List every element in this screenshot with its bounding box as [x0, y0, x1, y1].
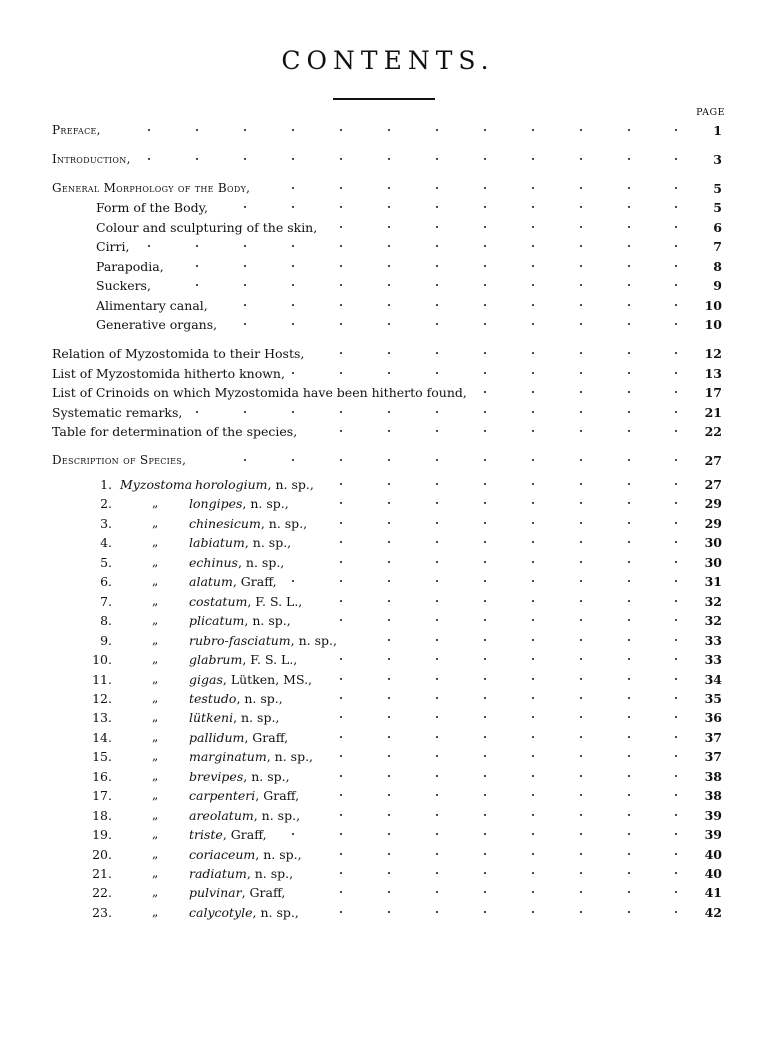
toc-entry-label: Relation of Myzostomida to their Hosts,	[52, 346, 305, 361]
species-authority: , n. sp.,	[260, 516, 308, 531]
ditto-mark: „	[152, 885, 159, 899]
species-number: 1.	[100, 477, 112, 492]
toc-entry-page: 27	[704, 453, 722, 468]
species-page: 33	[704, 652, 722, 667]
species-page: 29	[704, 496, 722, 511]
ditto-mark: „	[152, 866, 159, 880]
species-epithet: costatum	[189, 594, 248, 609]
toc-entry	[0, 345, 776, 362]
ditto-mark: „	[152, 574, 159, 588]
species-name	[189, 865, 293, 882]
species-number: 8.	[100, 613, 112, 628]
species-epithet: areolatum	[189, 808, 254, 823]
species-number: 12.	[92, 691, 112, 706]
toc-entry-page: 3	[713, 152, 722, 167]
ditto-mark: „	[152, 652, 159, 666]
ditto-mark: „	[152, 827, 159, 841]
species-epithet: echinus	[189, 555, 238, 570]
species-entry	[0, 807, 776, 824]
toc-entry-page: 12	[704, 346, 722, 361]
ditto-mark: „	[152, 788, 159, 802]
toc-entry	[0, 151, 776, 168]
species-number: 4.	[100, 535, 112, 550]
species-entry	[0, 904, 776, 921]
ditto-mark: „	[152, 749, 159, 763]
species-authority: , Graff,	[232, 574, 277, 589]
ditto-mark: „	[152, 847, 159, 861]
species-authority: , F. S. L.,	[247, 594, 303, 609]
species-number: 20.	[92, 847, 112, 862]
species-page: 29	[704, 516, 722, 531]
species-entry	[0, 515, 776, 532]
toc-entry	[0, 423, 776, 440]
species-entry	[0, 846, 776, 863]
species-authority: , n. sp.,	[233, 710, 280, 725]
species-authority: , Graff,	[244, 730, 289, 745]
species-name	[189, 787, 299, 804]
species-entry	[0, 826, 776, 843]
species-number: 16.	[92, 769, 112, 784]
species-entry	[0, 709, 776, 726]
species-number: 22.	[92, 885, 112, 900]
species-name	[189, 612, 291, 629]
ditto-mark: „	[152, 633, 159, 647]
species-page: 33	[704, 633, 722, 648]
species-name	[189, 807, 300, 824]
toc-entry	[0, 277, 776, 294]
toc-entry-page: 17	[704, 385, 722, 400]
species-page: 32	[704, 594, 722, 609]
species-name	[195, 476, 314, 493]
species-name	[189, 534, 291, 551]
toc-entry-label: Suckers,	[96, 278, 151, 293]
ditto-mark: „	[152, 496, 159, 510]
species-authority: , n. sp.,	[237, 555, 285, 570]
species-entry	[0, 534, 776, 551]
species-epithet: pulvinar	[189, 885, 242, 900]
species-page: 39	[704, 808, 722, 823]
toc-entry-page: 10	[704, 298, 722, 313]
species-name	[189, 573, 277, 590]
species-epithet: coriaceum	[189, 847, 256, 862]
species-entry	[0, 593, 776, 610]
species-page: 38	[704, 788, 722, 803]
species-entry	[0, 865, 776, 882]
toc-entry-label: Parapodia,	[96, 259, 164, 274]
toc-entry-label: Preface,	[52, 123, 101, 137]
species-entry	[0, 495, 776, 512]
species-page: 37	[704, 749, 722, 764]
toc-entry	[0, 238, 776, 255]
species-authority: , n. sp.,	[244, 613, 291, 628]
species-number: 9.	[100, 633, 112, 648]
species-name	[189, 884, 285, 901]
species-epithet: gigas	[189, 672, 223, 687]
species-number: 10.	[92, 652, 112, 667]
species-entry	[0, 476, 776, 493]
species-page: 40	[704, 847, 722, 862]
species-name	[189, 904, 299, 921]
species-name	[189, 495, 289, 512]
species-page: 41	[704, 885, 722, 900]
toc-entry	[0, 219, 776, 236]
species-authority: , n. sp.,	[244, 535, 292, 550]
toc-entry-page: 6	[713, 220, 722, 235]
species-epithet: lütkeni	[189, 710, 234, 725]
genus-name: Myzostoma	[120, 477, 193, 492]
species-epithet: alatum	[189, 574, 233, 589]
species-number: 6.	[100, 574, 112, 589]
species-number: 21.	[92, 866, 112, 881]
species-authority: , n. sp.,	[246, 866, 294, 881]
species-entry	[0, 612, 776, 629]
toc-entry	[0, 384, 776, 401]
species-number: 23.	[92, 905, 112, 920]
toc-entry-page: 13	[704, 366, 722, 381]
species-authority: , n. sp.,	[253, 808, 301, 823]
species-page: 36	[704, 710, 722, 725]
species-name	[189, 593, 302, 610]
species-name	[189, 554, 284, 571]
toc-entry-label: List of Myzostomida hitherto known,	[52, 366, 285, 381]
species-name	[189, 709, 279, 726]
toc-entry	[0, 365, 776, 382]
toc-entry-label: List of Crinoids on which Myzostomida have been hitherto found,	[52, 385, 467, 400]
species-page: 40	[704, 866, 722, 881]
ditto-mark: „	[152, 594, 159, 608]
species-number: 18.	[92, 808, 112, 823]
species-epithet: rubro-fasciatum	[189, 633, 291, 648]
species-epithet: marginatum	[189, 749, 267, 764]
species-epithet: calycotyle	[189, 905, 253, 920]
title-rule	[333, 98, 435, 100]
ditto-mark: „	[152, 769, 159, 783]
species-number: 5.	[100, 555, 112, 570]
species-epithet: glabrum	[189, 652, 243, 667]
species-name	[189, 729, 288, 746]
species-authority: , F. S. L.,	[242, 652, 298, 667]
species-page: 30	[704, 555, 722, 570]
species-page: 31	[704, 574, 722, 589]
species-name	[189, 690, 283, 707]
toc-entry-page: 21	[704, 405, 722, 420]
species-epithet: testudo	[189, 691, 237, 706]
species-name	[189, 671, 312, 688]
page-title: CONTENTS.	[281, 46, 495, 75]
species-number: 15.	[92, 749, 112, 764]
species-page: 34	[704, 672, 722, 687]
species-name	[189, 748, 313, 765]
species-name	[189, 826, 267, 843]
species-authority: , n. sp.,	[242, 496, 289, 511]
species-entry	[0, 671, 776, 688]
ditto-mark: „	[152, 672, 159, 686]
toc-entry-page: 10	[704, 317, 722, 332]
species-authority: , n. sp.,	[252, 905, 299, 920]
species-number: 3.	[100, 516, 112, 531]
species-page: 39	[704, 827, 722, 842]
toc-entry-label: Description of Species,	[52, 453, 187, 467]
species-name	[189, 632, 337, 649]
species-entry	[0, 554, 776, 571]
ditto-mark: „	[152, 613, 159, 627]
toc-entry-label: Colour and sculpturing of the skin,	[96, 220, 318, 235]
species-authority: , Lütken, MS.,	[222, 672, 313, 687]
ditto-mark: „	[152, 555, 159, 569]
toc-entry	[0, 404, 776, 421]
species-authority: , Graff,	[255, 788, 300, 803]
toc-entry-label: Systematic remarks,	[52, 405, 183, 420]
toc-entry-label: Form of the Body,	[96, 200, 208, 215]
species-epithet: labiatum	[189, 535, 245, 550]
species-entry	[0, 884, 776, 901]
toc-entry	[0, 316, 776, 333]
toc-entry	[0, 122, 776, 139]
species-entry	[0, 573, 776, 590]
species-name	[189, 651, 297, 668]
species-entry	[0, 748, 776, 765]
ditto-mark: „	[152, 808, 159, 822]
species-epithet: plicatum	[189, 613, 245, 628]
ditto-mark: „	[152, 691, 159, 705]
species-authority: , n. sp.,	[255, 847, 302, 862]
species-entry	[0, 768, 776, 785]
species-epithet: longipes	[189, 496, 243, 511]
species-authority: , n. sp.,	[243, 769, 290, 784]
ditto-mark: „	[152, 516, 159, 530]
species-name	[189, 515, 307, 532]
species-epithet: pallidum	[189, 730, 245, 745]
species-authority: , Graff,	[222, 827, 267, 842]
species-number: 17.	[92, 788, 112, 803]
species-page: 30	[704, 535, 722, 550]
species-page: 27	[704, 477, 722, 492]
species-authority: , n. sp.,	[266, 749, 314, 764]
ditto-mark: „	[152, 730, 159, 744]
toc-entry-label: Alimentary canal,	[96, 298, 208, 313]
species-number: 19.	[92, 827, 112, 842]
toc-entry	[0, 199, 776, 216]
species-number: 14.	[92, 730, 112, 745]
species-number: 13.	[92, 710, 112, 725]
species-entry	[0, 690, 776, 707]
toc-entry-label: General Morphology of the Body,	[52, 181, 251, 195]
species-entry	[0, 651, 776, 668]
species-authority: , Graff,	[241, 885, 286, 900]
species-name	[189, 846, 302, 863]
species-name	[189, 768, 290, 785]
toc-entry-page: 5	[713, 200, 722, 215]
toc-entry-label: Table for determination of the species,	[52, 424, 298, 439]
species-authority: , n. sp.,	[236, 691, 283, 706]
toc-entry-label: Introduction,	[52, 152, 131, 166]
ditto-mark: „	[152, 710, 159, 724]
species-page: 32	[704, 613, 722, 628]
species-authority: , n. sp.,	[290, 633, 337, 648]
species-page: 42	[704, 905, 722, 920]
toc-entry-page: 8	[713, 259, 722, 274]
toc-entry-page: 5	[713, 181, 722, 196]
species-authority: , n. sp.,	[267, 477, 314, 492]
species-entry	[0, 632, 776, 649]
species-epithet: triste	[189, 827, 223, 842]
toc-entry	[0, 452, 776, 469]
toc-entry	[0, 180, 776, 197]
species-page: 35	[704, 691, 722, 706]
species-epithet: chinesicum	[189, 516, 261, 531]
toc-entry-page: 9	[713, 278, 722, 293]
species-number: 11.	[92, 672, 112, 687]
species-epithet: brevipes	[189, 769, 244, 784]
toc-entry-page: 1	[713, 123, 722, 138]
species-epithet: carpenteri	[189, 788, 256, 803]
toc-entry	[0, 258, 776, 275]
species-page: 37	[704, 730, 722, 745]
species-number: 7.	[100, 594, 112, 609]
toc-entry	[0, 297, 776, 314]
species-epithet: radiatum	[189, 866, 247, 881]
ditto-mark: „	[152, 905, 159, 919]
page-column-header: PAGE	[696, 107, 725, 118]
toc-entry-page: 22	[704, 424, 722, 439]
species-number: 2.	[100, 496, 112, 511]
ditto-mark: „	[152, 535, 159, 549]
species-entry	[0, 787, 776, 804]
species-page: 38	[704, 769, 722, 784]
toc-entry-label: Cirri,	[96, 239, 130, 254]
species-entry	[0, 729, 776, 746]
toc-entry-label: Generative organs,	[96, 317, 218, 332]
toc-entry-page: 7	[713, 239, 722, 254]
species-epithet: horologium	[195, 477, 268, 492]
